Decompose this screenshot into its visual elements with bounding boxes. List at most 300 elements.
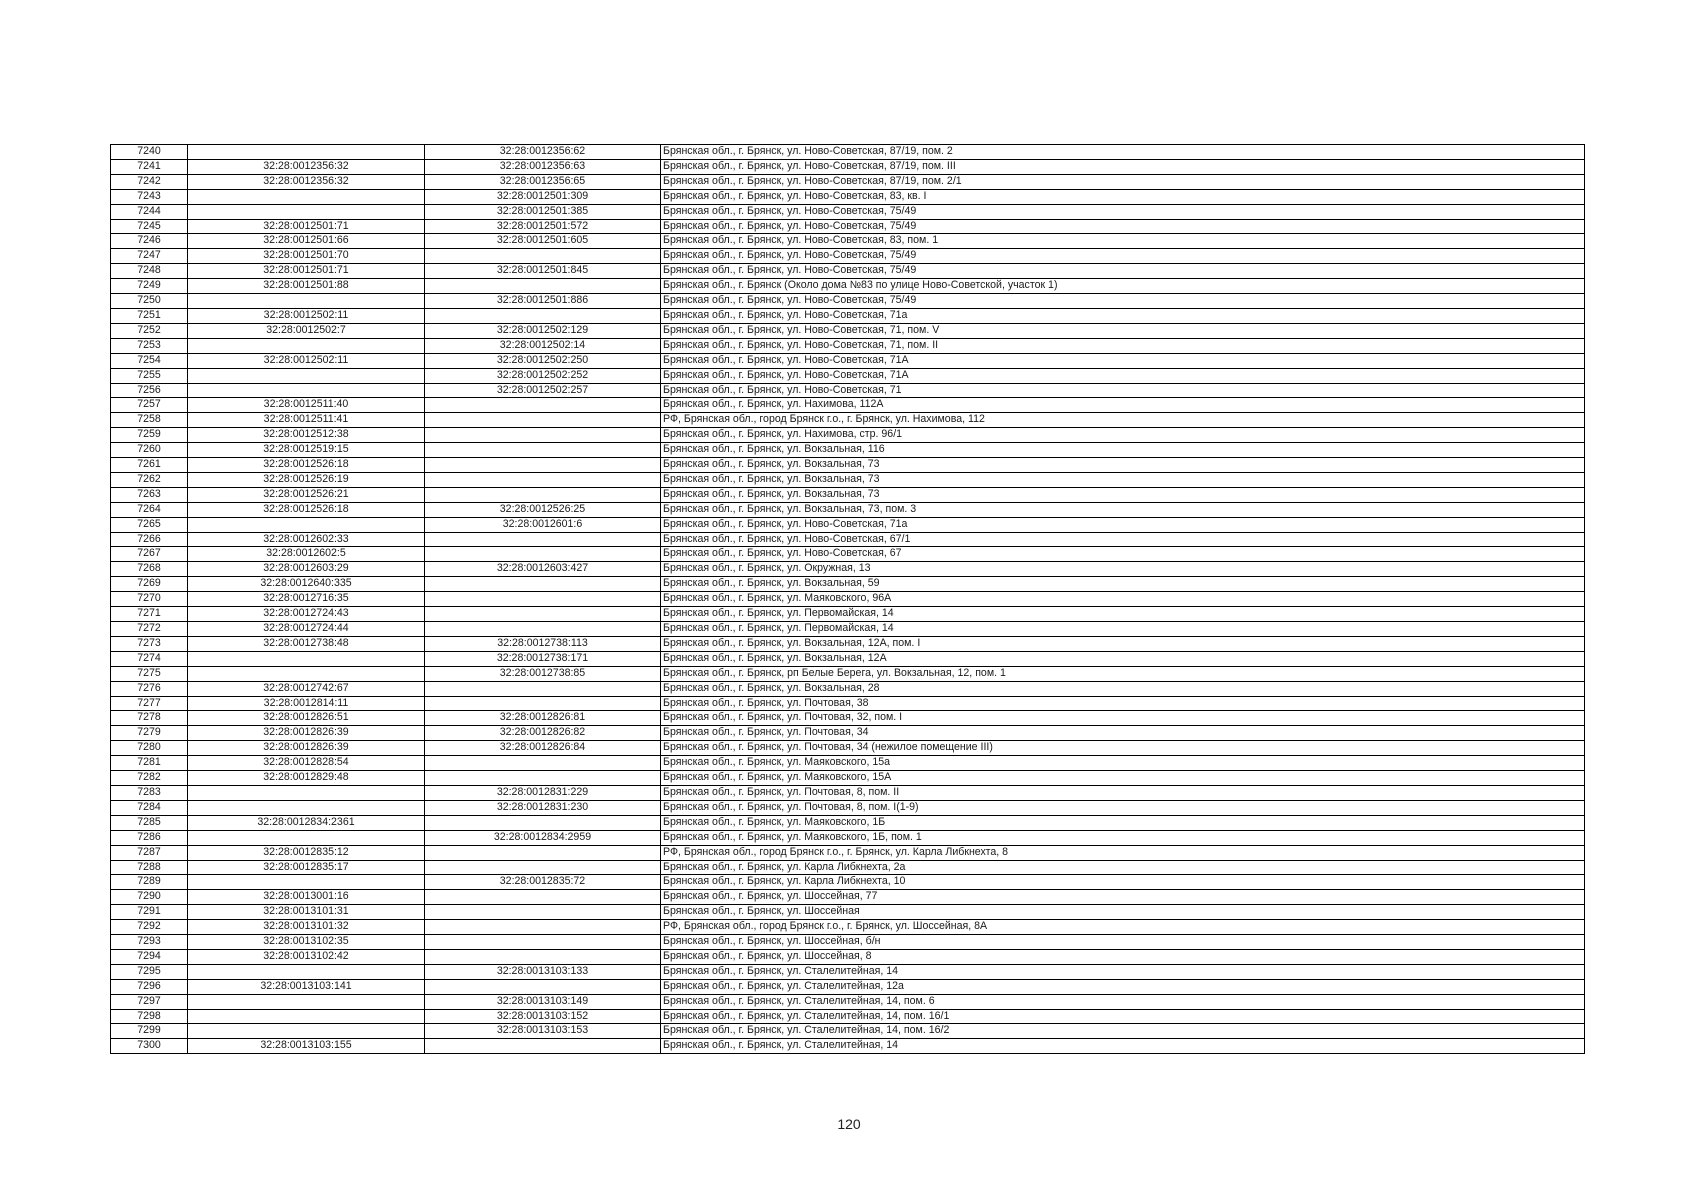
row-number-cell: 7272: [111, 622, 188, 637]
row-number-cell: 7248: [111, 264, 188, 279]
address-cell: Брянская обл., г. Брянск, ул. Нахимова, 112А: [661, 398, 1585, 413]
land-cadastral-number-cell: [188, 666, 425, 681]
land-cadastral-number-cell: [188, 875, 425, 890]
land-cadastral-number-cell: [188, 383, 425, 398]
land-cadastral-number-cell: 32:28:0012356:32: [188, 159, 425, 174]
object-cadastral-number-cell: 32:28:0012501:309: [425, 189, 661, 204]
row-number-cell: 7242: [111, 174, 188, 189]
table-row: [111, 368, 1585, 383]
table-row: [111, 249, 1585, 264]
row-number-cell: 7257: [111, 398, 188, 413]
row-number-cell: 7245: [111, 219, 188, 234]
address-cell: Брянская обл., г. Брянск, ул. Маяковского, 1Б: [661, 815, 1585, 830]
table-row: [111, 800, 1585, 815]
registry-table-body: [111, 145, 1585, 1054]
table-row: [111, 264, 1585, 279]
address-cell: Брянская обл., г. Брянск, ул. Ново-Советская, 87/19, пом. 2/1: [661, 174, 1585, 189]
land-cadastral-number-cell: [188, 294, 425, 309]
table-row: [111, 189, 1585, 204]
row-number-cell: 7246: [111, 234, 188, 249]
land-cadastral-number-cell: 32:28:0012742:67: [188, 681, 425, 696]
address-cell: РФ, Брянская обл., город Брянск г.о., г. Брянск, ул. Нахимова, 112: [661, 413, 1585, 428]
object-cadastral-number-cell: [425, 920, 661, 935]
object-cadastral-number-cell: 32:28:0012501:605: [425, 234, 661, 249]
address-cell: Брянская обл., г. Брянск, ул. Вокзальная, 73: [661, 487, 1585, 502]
address-cell: Брянская обл., г. Брянск, ул. Вокзальная, 12А, пом. I: [661, 636, 1585, 651]
row-number-cell: 7296: [111, 979, 188, 994]
table-row: [111, 651, 1585, 666]
row-number-cell: 7274: [111, 651, 188, 666]
table-row: [111, 294, 1585, 309]
address-cell: Брянская обл., г. Брянск, ул. Вокзальная, 59: [661, 577, 1585, 592]
table-row: [111, 547, 1585, 562]
table-row: [111, 1039, 1585, 1054]
object-cadastral-number-cell: [425, 308, 661, 323]
row-number-cell: 7287: [111, 845, 188, 860]
row-number-cell: 7259: [111, 428, 188, 443]
table-row: [111, 502, 1585, 517]
object-cadastral-number-cell: [425, 979, 661, 994]
row-number-cell: 7280: [111, 741, 188, 756]
land-cadastral-number-cell: 32:28:0012724:44: [188, 622, 425, 637]
object-cadastral-number-cell: [425, 756, 661, 771]
row-number-cell: 7289: [111, 875, 188, 890]
land-cadastral-number-cell: 32:28:0012519:15: [188, 443, 425, 458]
table-row: [111, 458, 1585, 473]
address-cell: Брянская обл., г. Брянск, ул. Ново-Советская, 71, пом. V: [661, 323, 1585, 338]
address-cell: Брянская обл., г. Брянск, ул. Ново-Советская, 75/49: [661, 219, 1585, 234]
land-cadastral-number-cell: 32:28:0012826:39: [188, 726, 425, 741]
object-cadastral-number-cell: [425, 577, 661, 592]
object-cadastral-number-cell: 32:28:0012738:171: [425, 651, 661, 666]
land-cadastral-number-cell: 32:28:0012511:41: [188, 413, 425, 428]
object-cadastral-number-cell: 32:28:0012502:257: [425, 383, 661, 398]
address-cell: Брянская обл., г. Брянск, ул. Шоссейная, 8: [661, 949, 1585, 964]
land-cadastral-number-cell: 32:28:0012502:11: [188, 353, 425, 368]
land-cadastral-number-cell: 32:28:0012511:40: [188, 398, 425, 413]
row-number-cell: 7243: [111, 189, 188, 204]
table-row: [111, 964, 1585, 979]
row-number-cell: 7295: [111, 964, 188, 979]
object-cadastral-number-cell: 32:28:0012826:84: [425, 741, 661, 756]
object-cadastral-number-cell: [425, 592, 661, 607]
table-row: [111, 592, 1585, 607]
row-number-cell: 7292: [111, 920, 188, 935]
table-row: [111, 353, 1585, 368]
table-row: [111, 577, 1585, 592]
row-number-cell: 7253: [111, 338, 188, 353]
row-number-cell: 7270: [111, 592, 188, 607]
address-cell: Брянская обл., г. Брянск, ул. Вокзальная, 12А: [661, 651, 1585, 666]
row-number-cell: 7269: [111, 577, 188, 592]
land-cadastral-number-cell: 32:28:0012512:38: [188, 428, 425, 443]
row-number-cell: 7247: [111, 249, 188, 264]
object-cadastral-number-cell: [425, 249, 661, 264]
row-number-cell: 7290: [111, 890, 188, 905]
land-cadastral-number-cell: [188, 517, 425, 532]
object-cadastral-number-cell: 32:28:0013103:149: [425, 994, 661, 1009]
table-row: [111, 756, 1585, 771]
table-row: [111, 726, 1585, 741]
row-number-cell: 7278: [111, 711, 188, 726]
row-number-cell: 7251: [111, 308, 188, 323]
land-cadastral-number-cell: 32:28:0012826:51: [188, 711, 425, 726]
address-cell: Брянская обл., г. Брянск, ул. Ново-Советская, 83, кв. I: [661, 189, 1585, 204]
page-number: 120: [837, 1116, 861, 1132]
land-cadastral-number-cell: 32:28:0012826:39: [188, 741, 425, 756]
table-row: [111, 875, 1585, 890]
address-cell: Брянская обл., г. Брянск, ул. Ново-Советская, 71, пом. II: [661, 338, 1585, 353]
object-cadastral-number-cell: [425, 279, 661, 294]
object-cadastral-number-cell: [425, 845, 661, 860]
table-row: [111, 607, 1585, 622]
object-cadastral-number-cell: [425, 935, 661, 950]
table-row: [111, 785, 1585, 800]
object-cadastral-number-cell: 32:28:0012826:81: [425, 711, 661, 726]
address-cell: Брянская обл., г. Брянск, ул. Почтовая, 34 (нежилое помещение III): [661, 741, 1585, 756]
table-row: [111, 830, 1585, 845]
address-cell: Брянская обл., г. Брянск, ул. Сталелитейная, 12а: [661, 979, 1585, 994]
table-row: [111, 487, 1585, 502]
row-number-cell: 7297: [111, 994, 188, 1009]
land-cadastral-number-cell: [188, 964, 425, 979]
address-cell: РФ, Брянская обл., город Брянск г.о., г. Брянск, ул. Карла Либкнехта, 8: [661, 845, 1585, 860]
row-number-cell: 7271: [111, 607, 188, 622]
row-number-cell: 7261: [111, 458, 188, 473]
row-number-cell: 7275: [111, 666, 188, 681]
row-number-cell: 7277: [111, 696, 188, 711]
row-number-cell: 7279: [111, 726, 188, 741]
table-row: [111, 219, 1585, 234]
table-row: [111, 666, 1585, 681]
land-cadastral-number-cell: [188, 368, 425, 383]
object-cadastral-number-cell: [425, 607, 661, 622]
address-cell: Брянская обл., г. Брянск, ул. Вокзальная, 116: [661, 443, 1585, 458]
row-number-cell: 7294: [111, 949, 188, 964]
object-cadastral-number-cell: 32:28:0012502:250: [425, 353, 661, 368]
row-number-cell: 7282: [111, 771, 188, 786]
land-cadastral-number-cell: 32:28:0013001:16: [188, 890, 425, 905]
land-cadastral-number-cell: 32:28:0012526:19: [188, 472, 425, 487]
row-number-cell: 7285: [111, 815, 188, 830]
land-cadastral-number-cell: [188, 1024, 425, 1039]
land-cadastral-number-cell: 32:28:0013103:141: [188, 979, 425, 994]
address-cell: Брянская обл., г. Брянск, ул. Карла Либкнехта, 2а: [661, 860, 1585, 875]
table-row: [111, 562, 1585, 577]
land-cadastral-number-cell: 32:28:0012526:18: [188, 458, 425, 473]
address-cell: Брянская обл., г. Брянск, ул. Шоссейная, б/н: [661, 935, 1585, 950]
land-cadastral-number-cell: 32:28:0013102:35: [188, 935, 425, 950]
address-cell: Брянская обл., г. Брянск, ул. Ново-Советская, 75/49: [661, 294, 1585, 309]
land-cadastral-number-cell: 32:28:0012716:35: [188, 592, 425, 607]
land-cadastral-number-cell: 32:28:0012526:18: [188, 502, 425, 517]
object-cadastral-number-cell: [425, 949, 661, 964]
row-number-cell: 7256: [111, 383, 188, 398]
address-cell: Брянская обл., г. Брянск, ул. Шоссейная, 77: [661, 890, 1585, 905]
address-cell: Брянская обл., г. Брянск, рп Белые Берега, ул. Вокзальная, 12, пом. 1: [661, 666, 1585, 681]
table-row: [111, 532, 1585, 547]
address-cell: Брянская обл., г. Брянск, ул. Сталелитейная, 14, пом. 16/2: [661, 1024, 1585, 1039]
row-number-cell: 7283: [111, 785, 188, 800]
object-cadastral-number-cell: 32:28:0012831:230: [425, 800, 661, 815]
row-number-cell: 7268: [111, 562, 188, 577]
table-row: [111, 636, 1585, 651]
table-row: [111, 323, 1585, 338]
land-cadastral-number-cell: [188, 800, 425, 815]
object-cadastral-number-cell: [425, 1039, 661, 1054]
address-cell: Брянская обл., г. Брянск, ул. Вокзальная, 28: [661, 681, 1585, 696]
land-cadastral-number-cell: 32:28:0012356:32: [188, 174, 425, 189]
object-cadastral-number-cell: [425, 398, 661, 413]
row-number-cell: 7273: [111, 636, 188, 651]
object-cadastral-number-cell: 32:28:0012738:113: [425, 636, 661, 651]
object-cadastral-number-cell: [425, 413, 661, 428]
table-row: [111, 935, 1585, 950]
row-number-cell: 7291: [111, 905, 188, 920]
land-cadastral-number-cell: 32:28:0012834:2361: [188, 815, 425, 830]
object-cadastral-number-cell: 32:28:0012601:6: [425, 517, 661, 532]
row-number-cell: 7244: [111, 204, 188, 219]
table-row: [111, 1009, 1585, 1024]
land-cadastral-number-cell: 32:28:0012738:48: [188, 636, 425, 651]
address-cell: Брянская обл., г. Брянск, ул. Ново-Советская, 67/1: [661, 532, 1585, 547]
object-cadastral-number-cell: [425, 472, 661, 487]
address-cell: Брянская обл., г. Брянск, ул. Карла Либкнехта, 10: [661, 875, 1585, 890]
address-cell: Брянская обл., г. Брянск, ул. Окружная, 13: [661, 562, 1585, 577]
cadastral-registry-table: [110, 144, 1585, 1054]
object-cadastral-number-cell: 32:28:0012526:25: [425, 502, 661, 517]
registry-sheet: [110, 144, 1584, 1054]
row-number-cell: 7288: [111, 860, 188, 875]
land-cadastral-number-cell: 32:28:0012835:12: [188, 845, 425, 860]
table-row: [111, 204, 1585, 219]
table-row: [111, 696, 1585, 711]
address-cell: Брянская обл., г. Брянск, ул. Нахимова, стр. 96/1: [661, 428, 1585, 443]
address-cell: Брянская обл., г. Брянск, ул. Сталелитейная, 14: [661, 964, 1585, 979]
table-row: [111, 174, 1585, 189]
land-cadastral-number-cell: 32:28:0012724:43: [188, 607, 425, 622]
land-cadastral-number-cell: [188, 189, 425, 204]
address-cell: Брянская обл., г. Брянск, ул. Первомайская, 14: [661, 622, 1585, 637]
row-number-cell: 7300: [111, 1039, 188, 1054]
row-number-cell: 7263: [111, 487, 188, 502]
row-number-cell: 7262: [111, 472, 188, 487]
land-cadastral-number-cell: 32:28:0012526:21: [188, 487, 425, 502]
row-number-cell: 7284: [111, 800, 188, 815]
table-row: [111, 413, 1585, 428]
table-row: [111, 443, 1585, 458]
object-cadastral-number-cell: [425, 443, 661, 458]
table-row: [111, 979, 1585, 994]
land-cadastral-number-cell: [188, 1009, 425, 1024]
table-row: [111, 711, 1585, 726]
row-number-cell: 7276: [111, 681, 188, 696]
row-number-cell: 7293: [111, 935, 188, 950]
address-cell: Брянская обл., г. Брянск, ул. Ново-Советская, 75/49: [661, 204, 1585, 219]
table-row: [111, 145, 1585, 160]
object-cadastral-number-cell: [425, 860, 661, 875]
row-number-cell: 7240: [111, 145, 188, 160]
land-cadastral-number-cell: 32:28:0012501:71: [188, 219, 425, 234]
table-row: [111, 920, 1585, 935]
land-cadastral-number-cell: 32:28:0012828:54: [188, 756, 425, 771]
land-cadastral-number-cell: 32:28:0012602:5: [188, 547, 425, 562]
address-cell: Брянская обл., г. Брянск, ул. Первомайская, 14: [661, 607, 1585, 622]
object-cadastral-number-cell: [425, 487, 661, 502]
land-cadastral-number-cell: [188, 651, 425, 666]
address-cell: Брянская обл., г. Брянск, ул. Почтовая, 34: [661, 726, 1585, 741]
address-cell: Брянская обл., г. Брянск, ул. Ново-Советская, 67: [661, 547, 1585, 562]
address-cell: Брянская обл., г. Брянск, ул. Сталелитейная, 14, пом. 6: [661, 994, 1585, 1009]
object-cadastral-number-cell: 32:28:0012501:572: [425, 219, 661, 234]
address-cell: Брянская обл., г. Брянск, ул. Вокзальная, 73, пом. 3: [661, 502, 1585, 517]
object-cadastral-number-cell: 32:28:0012603:427: [425, 562, 661, 577]
land-cadastral-number-cell: [188, 204, 425, 219]
row-number-cell: 7267: [111, 547, 188, 562]
table-row: [111, 681, 1585, 696]
land-cadastral-number-cell: [188, 830, 425, 845]
table-row: [111, 994, 1585, 1009]
object-cadastral-number-cell: [425, 428, 661, 443]
object-cadastral-number-cell: [425, 815, 661, 830]
row-number-cell: 7254: [111, 353, 188, 368]
object-cadastral-number-cell: 32:28:0012834:2959: [425, 830, 661, 845]
row-number-cell: 7260: [111, 443, 188, 458]
address-cell: Брянская обл., г. Брянск, ул. Шоссейная: [661, 905, 1585, 920]
object-cadastral-number-cell: 32:28:0012835:72: [425, 875, 661, 890]
object-cadastral-number-cell: 32:28:0012738:85: [425, 666, 661, 681]
table-row: [111, 860, 1585, 875]
row-number-cell: 7298: [111, 1009, 188, 1024]
row-number-cell: 7281: [111, 756, 188, 771]
object-cadastral-number-cell: 32:28:0012356:62: [425, 145, 661, 160]
row-number-cell: 7266: [111, 532, 188, 547]
object-cadastral-number-cell: [425, 547, 661, 562]
row-number-cell: 7286: [111, 830, 188, 845]
table-row: [111, 905, 1585, 920]
address-cell: Брянская обл., г. Брянск (Около дома №83 по улице Ново-Советской, участок 1): [661, 279, 1585, 294]
land-cadastral-number-cell: 32:28:0012501:88: [188, 279, 425, 294]
table-row: [111, 949, 1585, 964]
object-cadastral-number-cell: [425, 771, 661, 786]
object-cadastral-number-cell: 32:28:0012501:845: [425, 264, 661, 279]
object-cadastral-number-cell: [425, 890, 661, 905]
land-cadastral-number-cell: 32:28:0012602:33: [188, 532, 425, 547]
table-row: [111, 771, 1585, 786]
address-cell: Брянская обл., г. Брянск, ул. Ново-Советская, 83, пом. 1: [661, 234, 1585, 249]
object-cadastral-number-cell: 32:28:0012501:886: [425, 294, 661, 309]
land-cadastral-number-cell: 32:28:0013103:155: [188, 1039, 425, 1054]
land-cadastral-number-cell: 32:28:0012603:29: [188, 562, 425, 577]
address-cell: РФ, Брянская обл., город Брянск г.о., г. Брянск, ул. Шоссейная, 8А: [661, 920, 1585, 935]
land-cadastral-number-cell: 32:28:0012814:11: [188, 696, 425, 711]
land-cadastral-number-cell: 32:28:0012640:335: [188, 577, 425, 592]
land-cadastral-number-cell: 32:28:0012502:11: [188, 308, 425, 323]
address-cell: Брянская обл., г. Брянск, ул. Маяковского, 15А: [661, 771, 1585, 786]
table-row: [111, 398, 1585, 413]
address-cell: Брянская обл., г. Брянск, ул. Маяковского, 15а: [661, 756, 1585, 771]
table-row: [111, 234, 1585, 249]
object-cadastral-number-cell: [425, 905, 661, 920]
land-cadastral-number-cell: 32:28:0012501:66: [188, 234, 425, 249]
address-cell: Брянская обл., г. Брянск, ул. Ново-Советская, 87/19, пом. III: [661, 159, 1585, 174]
table-row: [111, 159, 1585, 174]
address-cell: Брянская обл., г. Брянск, ул. Почтовая, 8, пом. II: [661, 785, 1585, 800]
object-cadastral-number-cell: [425, 681, 661, 696]
table-row: [111, 428, 1585, 443]
table-row: [111, 472, 1585, 487]
address-cell: Брянская обл., г. Брянск, ул. Ново-Советская, 71а: [661, 308, 1585, 323]
address-cell: Брянская обл., г. Брянск, ул. Вокзальная, 73: [661, 472, 1585, 487]
object-cadastral-number-cell: 32:28:0012502:252: [425, 368, 661, 383]
object-cadastral-number-cell: 32:28:0013103:153: [425, 1024, 661, 1039]
object-cadastral-number-cell: 32:28:0012501:385: [425, 204, 661, 219]
row-number-cell: 7299: [111, 1024, 188, 1039]
address-cell: Брянская обл., г. Брянск, ул. Почтовая, 38: [661, 696, 1585, 711]
object-cadastral-number-cell: 32:28:0012502:14: [425, 338, 661, 353]
table-row: [111, 517, 1585, 532]
address-cell: Брянская обл., г. Брянск, ул. Ново-Советская, 87/19, пом. 2: [661, 145, 1585, 160]
address-cell: Брянская обл., г. Брянск, ул. Почтовая, 32, пом. I: [661, 711, 1585, 726]
table-row: [111, 741, 1585, 756]
address-cell: Брянская обл., г. Брянск, ул. Ново-Советская, 71А: [661, 353, 1585, 368]
land-cadastral-number-cell: 32:28:0013101:31: [188, 905, 425, 920]
object-cadastral-number-cell: 32:28:0012356:63: [425, 159, 661, 174]
row-number-cell: 7250: [111, 294, 188, 309]
object-cadastral-number-cell: 32:28:0012502:129: [425, 323, 661, 338]
object-cadastral-number-cell: 32:28:0013103:133: [425, 964, 661, 979]
address-cell: Брянская обл., г. Брянск, ул. Ново-Советская, 71: [661, 383, 1585, 398]
row-number-cell: 7264: [111, 502, 188, 517]
table-row: [111, 890, 1585, 905]
row-number-cell: 7258: [111, 413, 188, 428]
object-cadastral-number-cell: 32:28:0013103:152: [425, 1009, 661, 1024]
row-number-cell: 7255: [111, 368, 188, 383]
land-cadastral-number-cell: 32:28:0012502:7: [188, 323, 425, 338]
row-number-cell: 7265: [111, 517, 188, 532]
object-cadastral-number-cell: 32:28:0012356:65: [425, 174, 661, 189]
address-cell: Брянская обл., г. Брянск, ул. Ново-Советская, 75/49: [661, 249, 1585, 264]
land-cadastral-number-cell: 32:28:0012835:17: [188, 860, 425, 875]
address-cell: Брянская обл., г. Брянск, ул. Сталелитейная, 14: [661, 1039, 1585, 1054]
object-cadastral-number-cell: [425, 622, 661, 637]
table-row: [111, 279, 1585, 294]
table-row: [111, 622, 1585, 637]
table-row: [111, 383, 1585, 398]
land-cadastral-number-cell: 32:28:0012501:70: [188, 249, 425, 264]
table-row: [111, 308, 1585, 323]
land-cadastral-number-cell: 32:28:0012829:48: [188, 771, 425, 786]
land-cadastral-number-cell: 32:28:0013101:32: [188, 920, 425, 935]
address-cell: Брянская обл., г. Брянск, ул. Маяковского, 1Б, пом. 1: [661, 830, 1585, 845]
table-row: [111, 1024, 1585, 1039]
land-cadastral-number-cell: 32:28:0012501:71: [188, 264, 425, 279]
address-cell: Брянская обл., г. Брянск, ул. Вокзальная, 73: [661, 458, 1585, 473]
row-number-cell: 7241: [111, 159, 188, 174]
address-cell: Брянская обл., г. Брянск, ул. Сталелитейная, 14, пом. 16/1: [661, 1009, 1585, 1024]
object-cadastral-number-cell: [425, 458, 661, 473]
land-cadastral-number-cell: [188, 338, 425, 353]
address-cell: Брянская обл., г. Брянск, ул. Маяковского, 96А: [661, 592, 1585, 607]
address-cell: Брянская обл., г. Брянск, ул. Ново-Советская, 75/49: [661, 264, 1585, 279]
table-row: [111, 815, 1585, 830]
land-cadastral-number-cell: [188, 785, 425, 800]
land-cadastral-number-cell: 32:28:0013102:42: [188, 949, 425, 964]
address-cell: Брянская обл., г. Брянск, ул. Ново-Советская, 71А: [661, 368, 1585, 383]
address-cell: Брянская обл., г. Брянск, ул. Почтовая, 8, пом. I(1-9): [661, 800, 1585, 815]
land-cadastral-number-cell: [188, 994, 425, 1009]
land-cadastral-number-cell: [188, 145, 425, 160]
